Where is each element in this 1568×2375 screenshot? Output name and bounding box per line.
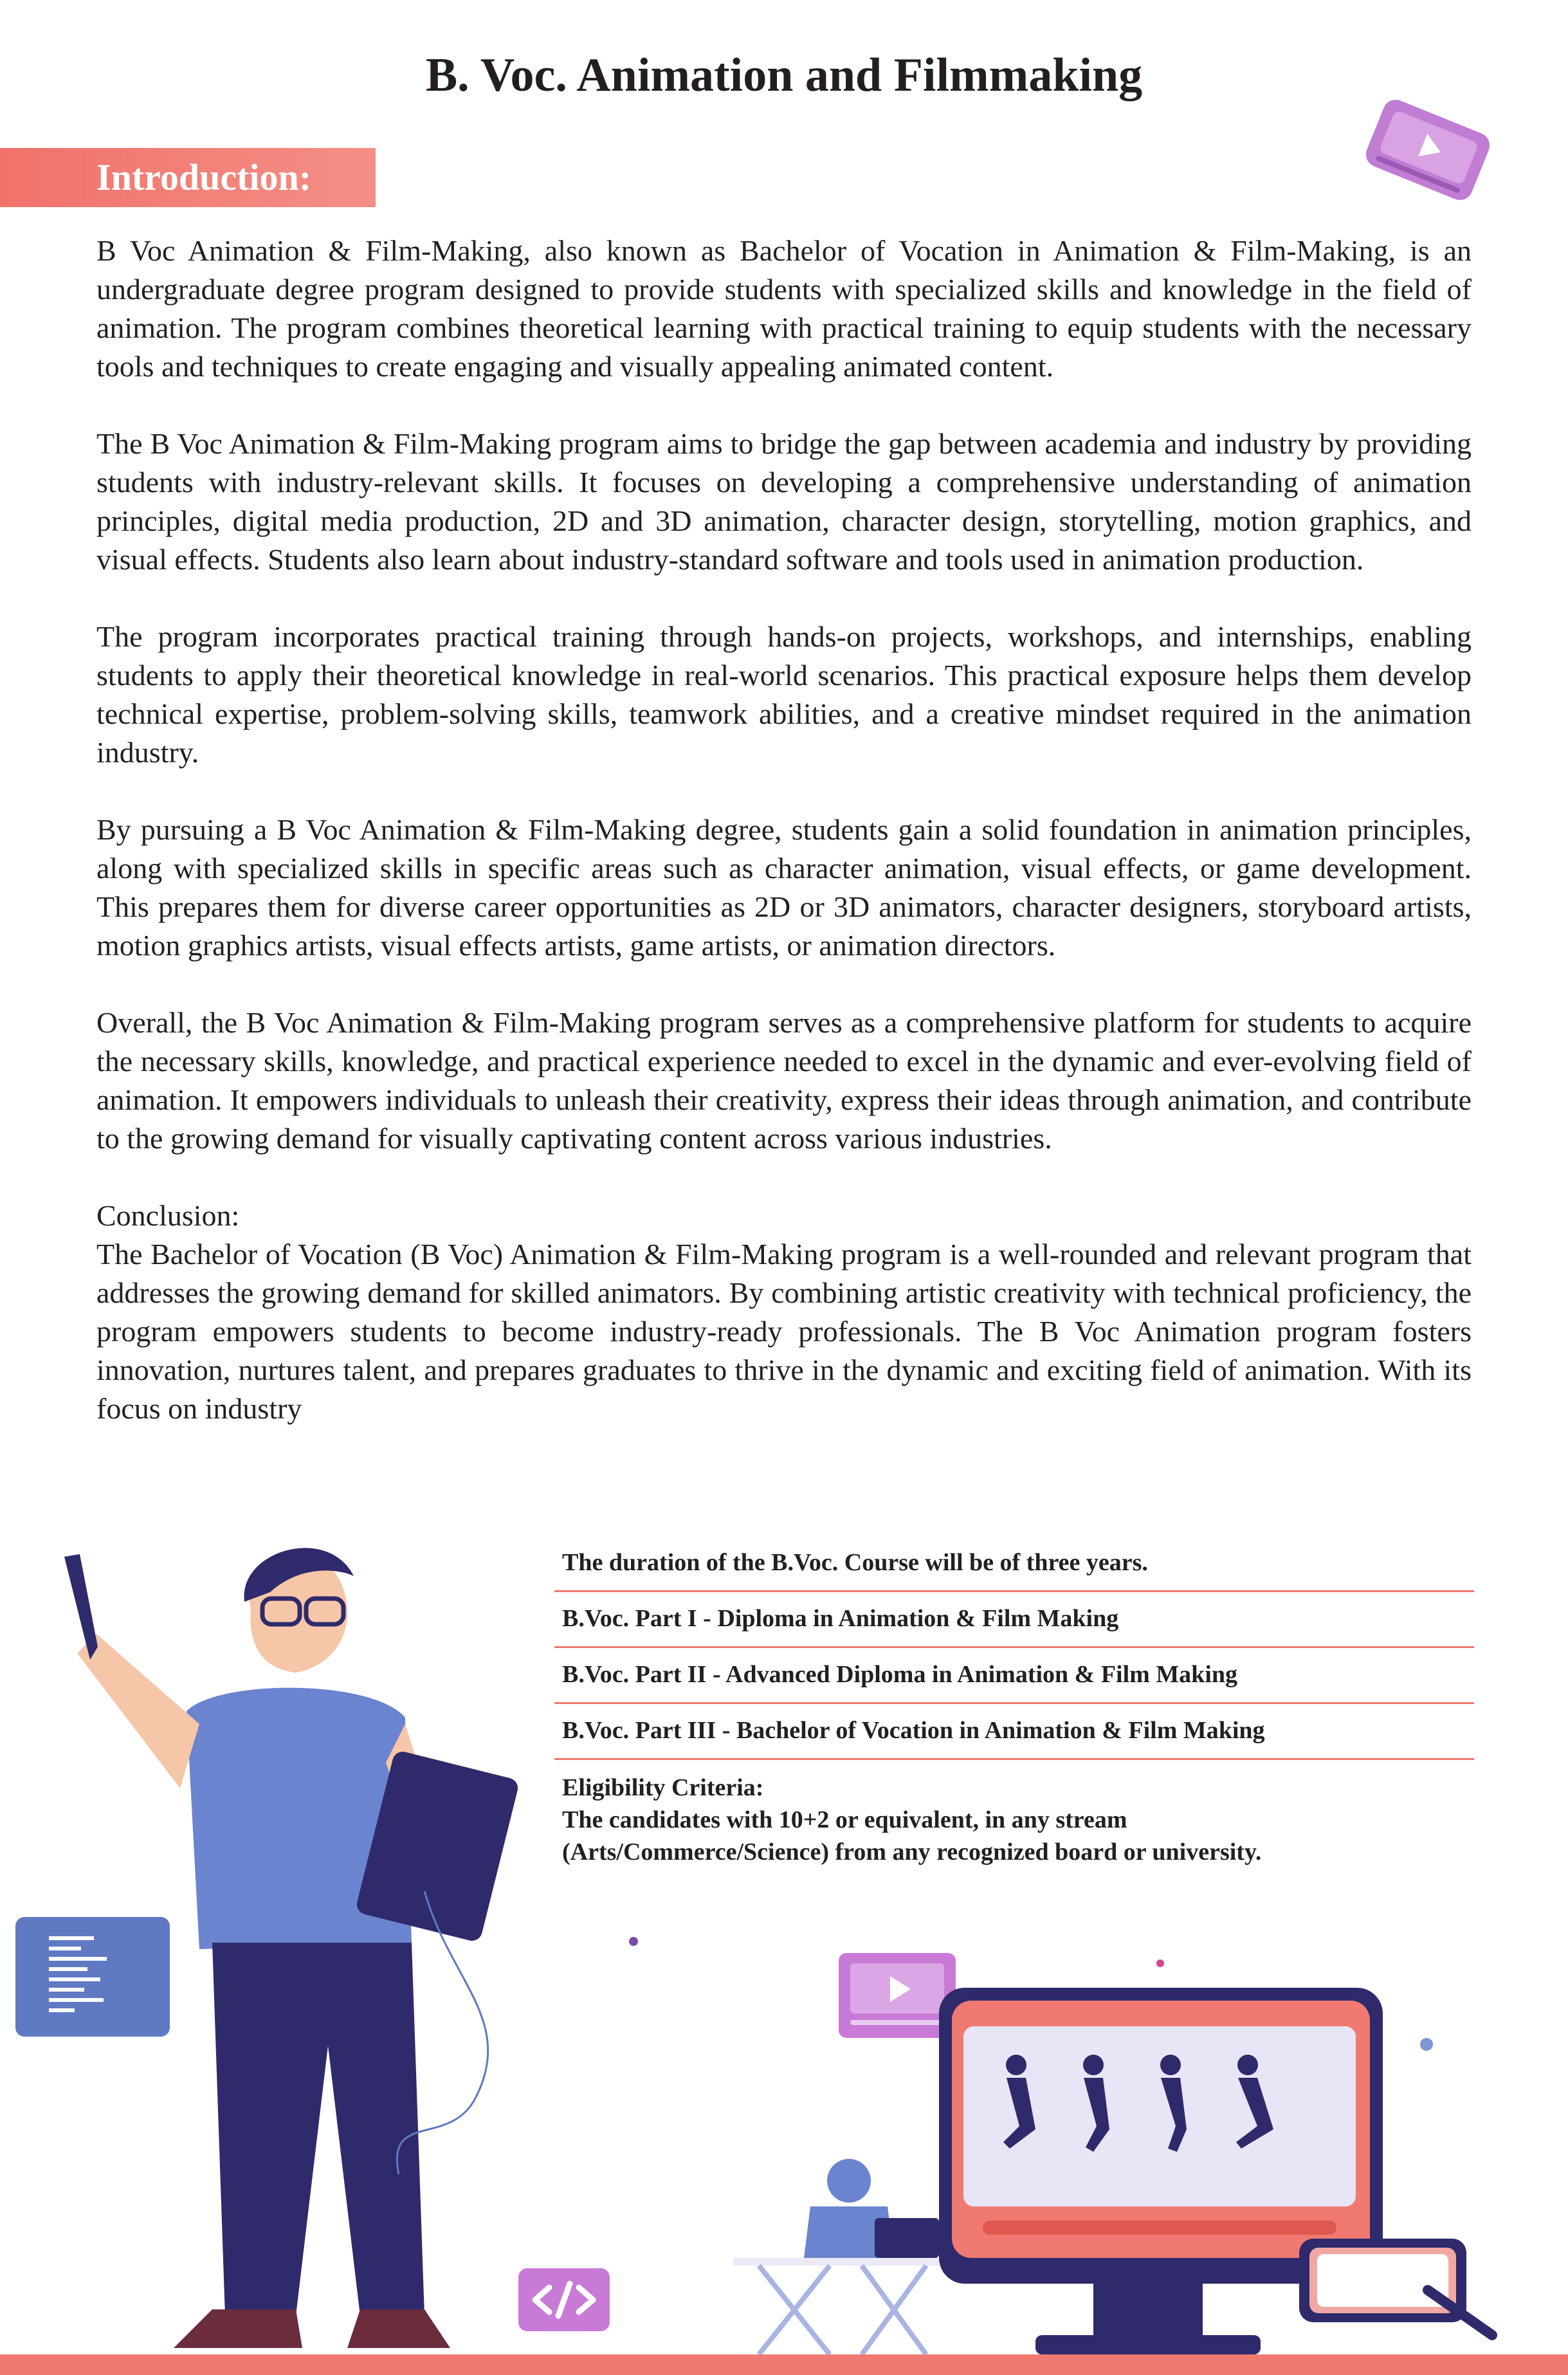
info-row: B.Voc. Part II - Advanced Diploma in Animation & Film Making (554, 1648, 1474, 1704)
eligibility-text: (Arts/Commerce/Science) from any recognized board or university. (562, 1839, 1262, 1866)
paragraph: The B Voc Animation & Film-Making program aims to bridge the gap between academia and industry by providing students with industry-relevant skills. It focuses on developing a comprehensive understanding of animation principles, digital media production, 2D and 3D animation, character design, storytelling, motion graphics, and visual effects. Students also learn about industry-standard software and tools used in animation production. (96, 427, 1472, 576)
paragraph: By pursuing a B Voc Animation & Film-Making degree, students gain a solid foundation in animation principles, along with specialized skills in specific areas such as character animation, visual effects, or game development. This prepares them for diverse career opportunities as 2D or 3D animators, character designers, storyboard artists, motion graphics artists, visual effects artists, game artists, or animation directors. (96, 813, 1472, 962)
info-row: B.Voc. Part III - Bachelor of Vocation in Animation & Film Making (554, 1704, 1474, 1760)
footer-bar (0, 2354, 1568, 2375)
paragraph: B Voc Animation & Film-Making, also known as Bachelor of Vocation in Animation & Film-Making, is an undergraduate degree program designed to provide students with specialized skills and knowledge in the field of animation. The program combines theoretical learning with practical training to equip students with the necessary tools and techniques to create engaging and visually appealing animated content. (96, 234, 1472, 383)
eligibility-block (554, 1760, 1474, 1868)
page-title: B. Voc. Animation and Filmmaking (425, 49, 1143, 102)
conclusion-heading: Conclusion: (96, 1199, 240, 1232)
animator-illustration (26, 1531, 527, 2361)
eligibility-heading: Eligibility Criteria: (562, 1774, 764, 1801)
info-row: B.Voc. Part I - Diploma in Animation & Film Making (554, 1592, 1474, 1648)
course-info (554, 1536, 1474, 1868)
decorative-dots (617, 1930, 1441, 2059)
code-brackets-icon (518, 2268, 610, 2331)
video-player-icon (1357, 95, 1499, 205)
eligibility-text: The candidates with 10+2 or equivalent, in any stream (562, 1806, 1127, 1833)
conclusion-paragraph: The Bachelor of Vocation (B Voc) Animation & Film-Making program is a well-rounded and relevant program that addresses the growing demand for skilled animators. By combining artistic creativity with technical proficiency, the program empowers students to become industry-ready professionals. The B Voc Animation program fosters innovation, nurtures talent, and prepares graduates to thrive in the dynamic and exciting field of animation. With its focus on industry (96, 1238, 1472, 1425)
intro-heading: Introduction: (96, 156, 312, 198)
paragraph: The program incorporates practical training through hands-on projects, workshops, and internships, enabling students to apply their theoretical knowledge in real-world scenarios. This practical exposure helps them develop technical expertise, problem-solving skills, teamwork abilities, and a creative mindset required in the animation industry. (96, 620, 1472, 769)
paragraph: Overall, the B Voc Animation & Film-Making program serves as a comprehensive platform for students to acquire the necessary skills, knowledge, and practical experience needed to excel in the dynamic and ever-evolving field of animation. It empowers individuals to unleash their creativity, express their ideas through animation, and contribute to the growing demand for visually captivating content across various industries. (96, 1006, 1472, 1155)
info-row: The duration of the B.Voc. Course will be of three years. (554, 1536, 1474, 1592)
body-text (96, 232, 1472, 1467)
